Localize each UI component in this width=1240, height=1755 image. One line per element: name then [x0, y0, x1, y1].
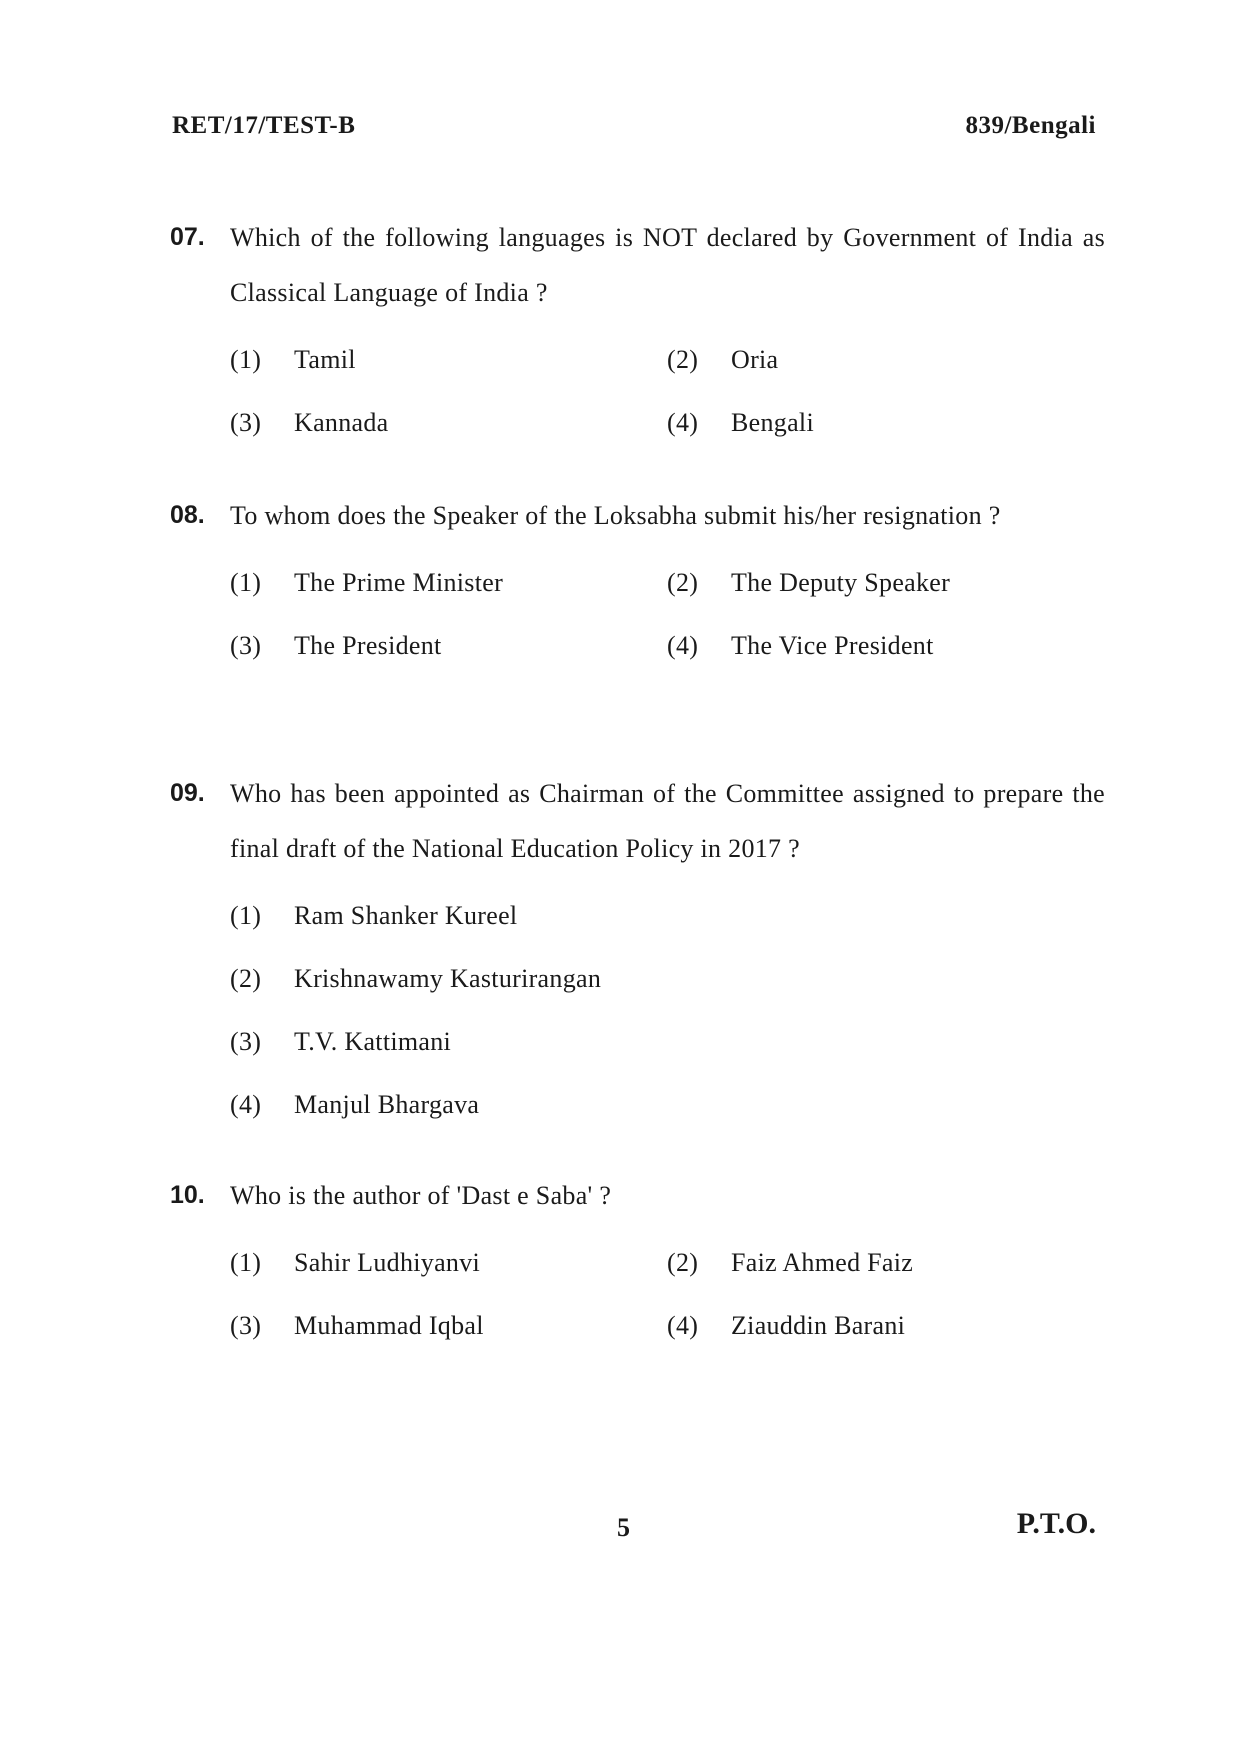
- options: [230, 551, 1105, 677]
- option-1: (1) Sahir Ludhiyanvi: [230, 1247, 481, 1277]
- option-3: (3) Muhammad Iqbal: [230, 1310, 484, 1340]
- options: [230, 1231, 1105, 1357]
- option-2: (2) Faiz Ahmed Faiz: [667, 1247, 914, 1277]
- option-4: (4) Bengali: [667, 407, 814, 437]
- question-number: 09.: [170, 779, 205, 807]
- options: [230, 884, 1105, 1136]
- option-3: (3) The President: [230, 630, 442, 660]
- question-07: [170, 210, 1105, 454]
- option-2: (2) Krishnawamy Kasturirangan: [230, 963, 602, 993]
- option-2: (2) Oria: [667, 344, 779, 374]
- question-09: [170, 766, 1105, 1136]
- page-number: 5: [617, 1513, 630, 1542]
- question-number: 08.: [170, 501, 205, 529]
- question-text: Which of the following languages is NOT declared by Government of India as Classical Language of India ?: [230, 223, 1105, 307]
- question-text: Who is the author of 'Dast e Saba' ?: [230, 1181, 612, 1210]
- option-1: (1) Ram Shanker Kureel: [230, 900, 518, 930]
- option-4: (4) The Vice President: [667, 630, 934, 660]
- question-text: Who has been appointed as Chairman of the Committee assigned to prepare the final draft of the National Education Policy in 2017 ?: [230, 779, 1105, 863]
- option-1: (1) Tamil: [230, 344, 356, 374]
- option-1: (1) The Prime Minister: [230, 567, 504, 597]
- paper-code: RET/17/TEST-B: [172, 112, 356, 139]
- option-3: (3) Kannada: [230, 407, 389, 437]
- options: [230, 328, 1105, 454]
- question-10: [170, 1168, 1105, 1357]
- option-2: (2) The Deputy Speaker: [667, 567, 951, 597]
- option-4: (4) Manjul Bhargava: [230, 1089, 480, 1119]
- option-4: (4) Ziauddin Barani: [667, 1310, 906, 1340]
- question-number: 10.: [170, 1181, 205, 1209]
- option-3: (3) T.V. Kattimani: [230, 1026, 452, 1056]
- please-turn-over: P.T.O.: [1016, 1507, 1096, 1540]
- subject-code: 839/Bengali: [965, 112, 1096, 139]
- question-08: [170, 488, 1105, 677]
- question-number: 07.: [170, 223, 205, 251]
- question-text: To whom does the Speaker of the Loksabha submit his/her resignation ?: [230, 501, 1001, 530]
